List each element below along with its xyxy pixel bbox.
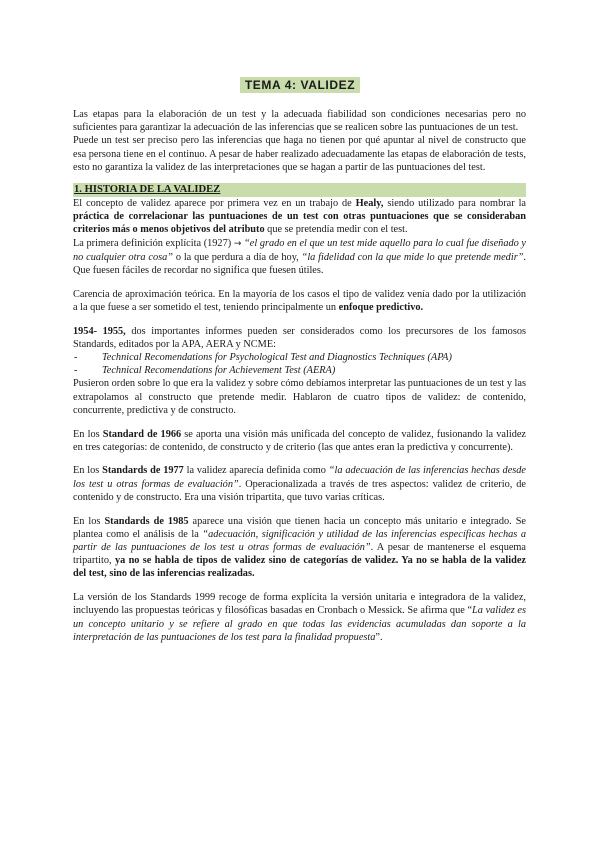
text-run: . A pesar de mantenerse el esquema tripartito,	[73, 541, 526, 567]
text-run: siendo utilizado para nombrar la	[383, 198, 526, 210]
text-run: . Operacionalizada a través de tres aspectos: validez de criterio, de contenido y de constructo. Era una visión tripartita, que tuvo varias críticas.	[73, 478, 526, 503]
spacer	[73, 454, 526, 465]
italic-run: “la fidelidad con la que mide lo que pretende medir”	[301, 251, 524, 263]
italic-run: “el grado en el que un test mide aquello para lo cual fue diseñado y no cualquier otra cosa”	[73, 237, 526, 263]
list-dash: -	[74, 352, 78, 364]
paragraph-standards-1985	[73, 515, 526, 581]
document-body	[73, 108, 526, 644]
text-run: La versión de los Standards 1999 recoge de forma explícita la versión unitaria e integradora de la validez, incluyendo las propuestas teóricas y filosóficas basadas en Cronbach o Messick. Se afirma que “	[73, 592, 526, 617]
document-title: TEMA 4: VALIDEZ	[240, 77, 360, 93]
reference-list	[73, 351, 526, 377]
intro-paragraph-2: Puede un test ser preciso pero las inferencias que haga no tienen por qué apuntar al nivel de constructo que esa persona tiene en el continuo. A pesar de haber realizado adecuadamente las etapas de elaboración de tests, esto no garantiza la validez de las interpretaciones que se hagan a partir de las puntuaciones del test.	[73, 135, 526, 173]
text-run: . Que fuesen fáciles de recordar no significa que fuesen útiles.	[73, 251, 526, 277]
paragraph-standard-1966	[73, 428, 526, 454]
text-run: se aporta una visión más unificada del concepto de validez, fusionando la validez en tres categorías: de contenido, de constructo y de criterio (las que antes eran la predictiva y concurrente).	[73, 428, 527, 453]
bold-run: práctica de correlacionar las puntuaciones de un test con otras puntuaciones que se consideraban criterios más o menos objetivos del atributo	[73, 211, 526, 236]
text-run: En los	[73, 465, 103, 477]
list-dash: -	[74, 365, 78, 377]
arrow-right-icon: →	[233, 238, 242, 249]
text-run: que se pretendía medir con el test.	[264, 224, 408, 236]
bold-run: Standards de 1977	[102, 465, 184, 477]
text-run: La primera definición explícita (1927)	[73, 237, 234, 249]
reference-text: Technical Recomendations for Psychological Test and Diagnostics Techniques (APA)	[102, 352, 452, 364]
paragraph-standards-1999	[73, 591, 526, 644]
reference-item	[73, 351, 526, 364]
intro-paragraph-1: Las etapas para la elaboración de un test y la adecuada fiabilidad son condiciones necesarias pero no suficientes para garantizar la adecuación de las inferencias que se realicen sobre las puntuaciones de un test.	[73, 109, 526, 134]
italic-run: La validez es un concepto unitario y se refiere al grado en que todas las evidencias acumuladas dan soporte a la interpretación de las puntuaciones de los test para la finalidad propuesta	[73, 605, 526, 643]
bold-run: Standard de 1966	[102, 428, 182, 440]
spacer	[73, 417, 526, 428]
italic-run: “adecuación, significación y utilidad de las inferencias específicas hechas a partir de las puntuaciones de los test u otras formas de evaluación”	[73, 528, 526, 553]
spacer	[73, 314, 526, 325]
text-run: la validez aparecía definida como	[183, 465, 329, 477]
text-run: aparece una visión que tienen hacia un concepto más unitario e integrado. Se plantea como el análisis de la	[73, 515, 526, 540]
spacer	[73, 174, 526, 179]
spacer	[73, 277, 526, 288]
text-run: En los	[73, 515, 105, 527]
text-run: ”.	[375, 631, 383, 643]
paragraph-primera-definicion	[73, 237, 526, 278]
reference-text: Technical Recomendations for Achievement Test (AERA)	[102, 365, 336, 377]
text-run: El concepto de validez aparece por primera vez en un trabajo de	[73, 198, 356, 210]
paragraph-healy	[73, 197, 526, 237]
bold-run: Healy,	[355, 198, 384, 210]
text-run: dos importantes informes pueden ser considerados como los precursores de los famosos Standards, editados por la APA, AERA y NCME:	[73, 325, 526, 350]
paragraph-1954	[73, 325, 526, 351]
paragraph-standards-1977	[73, 464, 526, 504]
text-run: o la que perdura a día de hoy,	[173, 251, 302, 263]
paragraph-pusieron-orden: Pusieron orden sobre lo que era la validez y sobre cómo debíamos interpretar las puntuaciones de un test y las extrapolamos al constructo que pretende medir. Hablaron de cuatro tipos de validez: de contenido, concurrente, predictiva y de constructo.	[73, 378, 526, 416]
bold-run: Standards de 1985	[104, 515, 189, 527]
spacer	[73, 581, 526, 592]
section-heading-historia: 1. HISTORIA DE LA VALIDEZ	[73, 183, 526, 197]
paragraph-carencia	[73, 288, 526, 314]
spacer	[73, 504, 526, 515]
reference-item	[73, 364, 526, 377]
italic-run: “la adecuación de las inferencias hechas desde los test u otras formas de evaluación”	[73, 465, 527, 490]
text-run: En los	[73, 428, 103, 440]
bold-run: ya no se habla de tipos de validez sino de categorías de validez. Ya no se habla de la validez del test, sino de las inferencias realizadas.	[73, 555, 526, 580]
bold-run: 1954- 1955,	[73, 325, 126, 337]
bold-run: enfoque predictivo.	[338, 301, 424, 313]
title-wrap	[0, 76, 600, 94]
text-run: Carencia de aproximación teórica. En la mayoría de los casos el tipo de validez venía dado por la utilización a la que fuese a ser sometido el test, teniendo principalmente un	[73, 288, 526, 313]
